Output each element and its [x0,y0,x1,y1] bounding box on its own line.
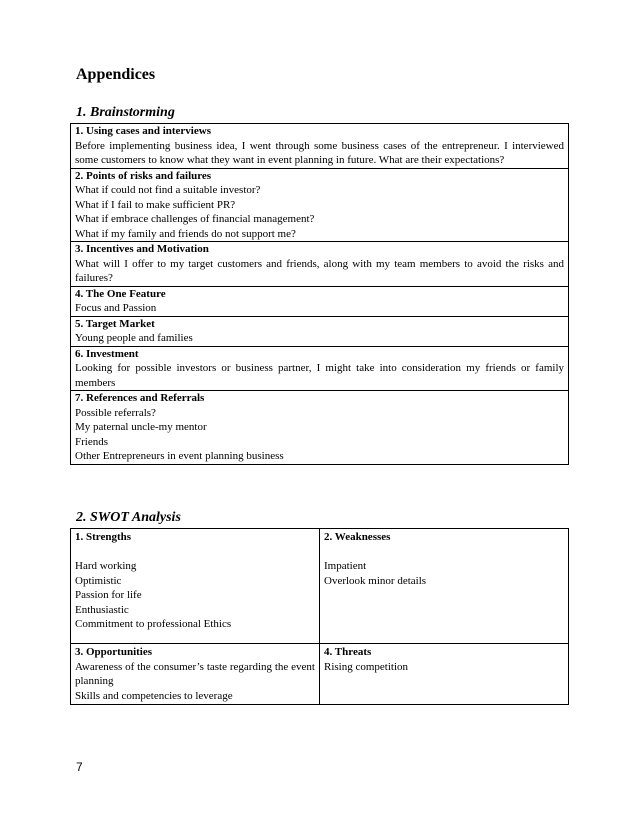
row-line: What if embrace challenges of financial management? [75,213,315,225]
table-row [71,529,569,644]
row-title: 3. Incentives and Motivation [75,243,209,255]
weaknesses-title: 2. Weaknesses [324,531,391,543]
page-number: 7 [76,760,83,774]
row-line: What if I fail to make sufficient PR? [75,198,236,211]
opportunity-item: Awareness of the consumer’s taste regarding the event planning [75,660,315,687]
row-line: Possible referrals? [75,406,156,419]
strength-item: Passion for life [75,589,142,601]
brainstorm-cell-references [71,391,569,465]
table-row [71,391,569,465]
brainstorm-cell-risks [71,168,569,242]
row-title: 4. The One Feature [75,287,166,300]
opportunities-title: 3. Opportunities [75,646,153,658]
page-heading: Appendices [76,66,156,83]
row-title: 2. Points of risks and failures [75,169,212,182]
spacer [75,545,315,560]
row-line: What if my family and friends do not support me? [75,227,296,240]
brainstorm-cell-one-feature [71,286,569,316]
swot-title: 2. SWOT Analysis [76,510,181,525]
row-title: 5. Target Market [75,317,155,330]
swot-weaknesses-cell [320,529,569,644]
weakness-item: Overlook minor details [324,574,427,587]
table-row [71,168,569,242]
strength-item: Optimistic [75,574,122,587]
strength-item: Enthusiastic [75,603,129,616]
strengths-title: 1. Strengths [75,531,132,543]
brainstorming-title: 1. Brainstorming [76,105,175,120]
row-title: 7. References and Referrals [75,392,205,404]
brainstorm-cell-target-market [71,316,569,346]
opportunity-item: Skills and competencies to leverage [75,689,233,702]
threat-item: Rising competition [324,660,409,673]
table-row [71,286,569,316]
swot-strengths-cell [71,529,320,644]
row-text: Before implementing business idea, I went through some business cases of the entrepreneur. I interviewed some customers to know what they want in event planning in future. What are their expectations? [75,139,564,166]
brainstorming-table [70,123,569,465]
strength-item: Hard working [75,560,137,572]
table-row [71,242,569,287]
row-line: My paternal uncle-my mentor [75,421,207,433]
swot-opportunities-cell [71,644,320,705]
row-line: Other Entrepreneurs in event planning business [75,450,284,462]
weakness-item: Impatient [324,560,367,572]
threats-title: 4. Threats [324,646,372,658]
row-line: Friends [75,435,108,448]
swot-threats-cell [320,644,569,705]
row-title: 1. Using cases and interviews [75,125,211,137]
brainstorm-cell-investment [71,346,569,391]
row-text: What will I offer to my target customers and friends, along with my team members to avoid the risks and failures? [75,257,564,284]
swot-table [70,528,569,705]
row-text: Focus and Passion [75,302,157,314]
row-title: 6. Investment [75,347,139,360]
table-row [71,124,569,169]
table-row [71,346,569,391]
table-row [71,316,569,346]
strength-item: Commitment to professional Ethics [75,618,232,630]
row-text: Looking for possible investors or business partner, I might take into consideration my friends or family members [75,362,564,389]
spacer [324,545,564,560]
row-line: What if could not find a suitable investor? [75,184,261,196]
brainstorm-cell-using-cases [71,124,569,169]
row-text: Young people and families [75,332,193,344]
table-row [71,644,569,705]
brainstorm-cell-incentives [71,242,569,287]
